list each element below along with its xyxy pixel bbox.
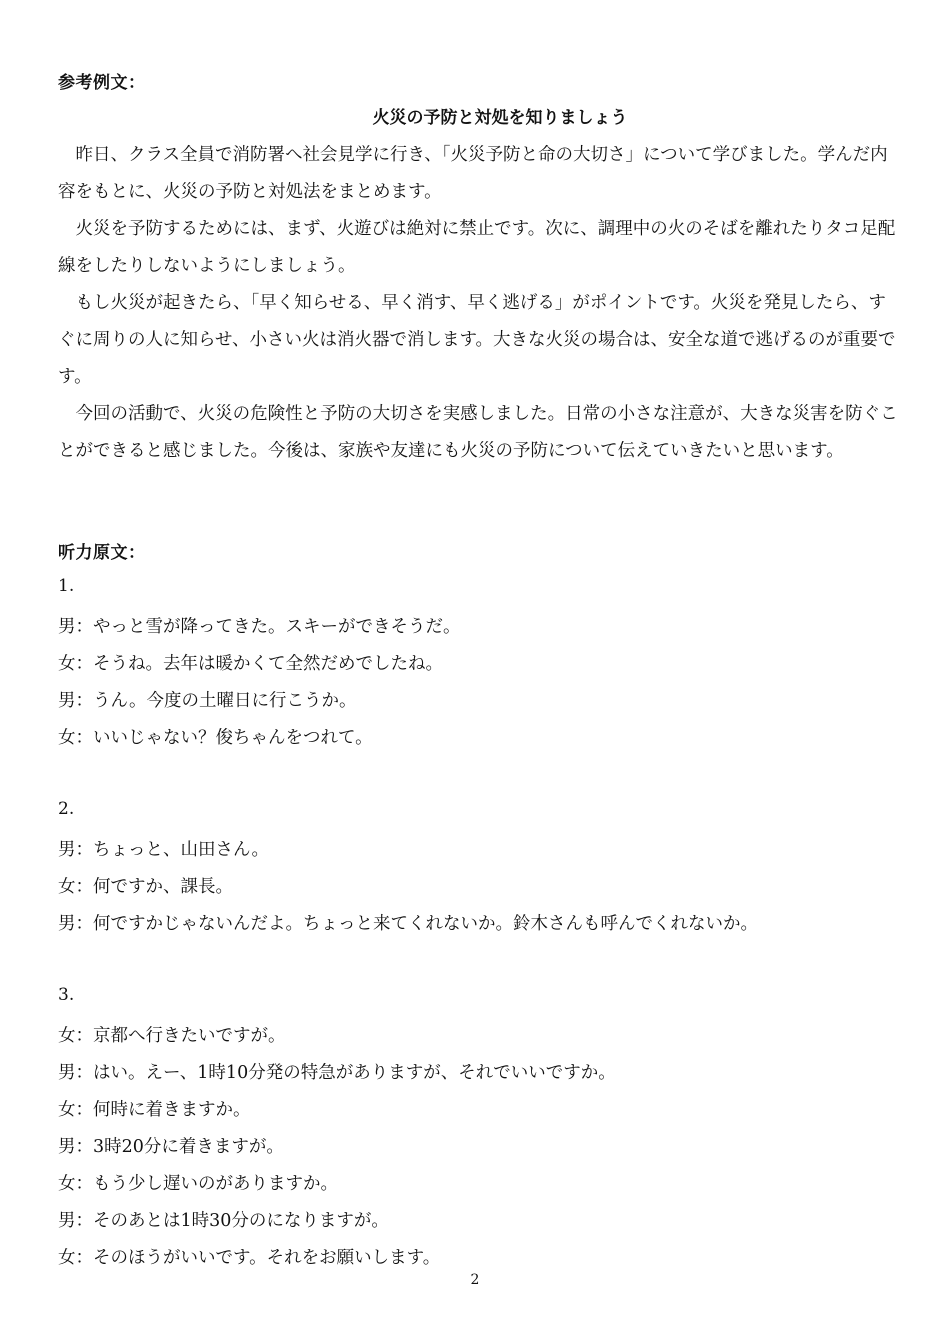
essay-body (58, 137, 898, 470)
dialogue-line: 女：もう少し遅いのがありますか。 (58, 1174, 338, 1194)
dialogue-line: 女：そのほうがいいです。それをお願いします。 (58, 1248, 441, 1268)
dialogue-number: 3. (58, 985, 75, 1005)
essay-paragraph: もし火災が起きたら、「早く知らせる、早く消す、早く逃げる」がポイントです。火災を発見したら、すぐに周りの人に知らせ、小さい火は消火器で消します。大きな火災の場合は、安全な道で逃げるのが重要です。 (58, 293, 896, 387)
dialogue-line: 男：うん。今度の土曜日に行こうか。 (58, 691, 357, 711)
dialogue-line: 男：ちょっと、山田さん。 (58, 840, 270, 860)
essay-heading: 参考例文： (58, 73, 146, 93)
dialogue-line: 男：3時20分に着きますが。 (58, 1137, 284, 1157)
dialogue-number: 1. (58, 576, 75, 596)
dialogue-line: 男：はい。えー、1時10分発の特急がありますが、それでいいですか。 (58, 1063, 616, 1083)
dialogue-line: 女：何ですか、課長。 (58, 877, 233, 897)
page-number: 2 (470, 1272, 480, 1288)
listening-heading: 听力原文： (58, 543, 146, 563)
essay-paragraph: 今回の活動で、火災の危険性と予防の大切さを実感しました。日常の小さな注意が、大きな災害を防ぐことができると感じました。今後は、家族や友達にも火災の予防について伝えていきたいと思います。 (58, 404, 898, 461)
dialogue-line: 女：京都へ行きたいですが。 (58, 1026, 286, 1046)
dialogue-line: 女：そうね。去年は暖かくて全然だめでしたね。 (58, 654, 443, 674)
essay-title: 火災の予防と対処を知りましょう (372, 108, 628, 128)
essay-paragraph: 昨日、クラス全員で消防署へ社会見学に行き、「火災予防と命の大切さ」について学びました。学んだ内容をもとに、火災の予防と対処法をまとめます。 (58, 145, 888, 202)
dialogue-line: 女：いいじゃない？俊ちゃんをつれて。 (58, 728, 373, 748)
dialogue-line: 男：そのあとは1時30分のになりますが。 (58, 1211, 389, 1231)
dialogue-line: 女：何時に着きますか。 (58, 1100, 251, 1120)
dialogue-number: 2. (58, 799, 75, 819)
dialogue-line: 男：やっと雪が降ってきた。スキーができそうだ。 (58, 617, 461, 637)
dialogue-line: 男：何ですかじゃないんだよ。ちょっと来てくれないか。鈴木さんも呼んでくれないか。 (58, 914, 758, 934)
essay-paragraph: 火災を予防するためには、まず、火遊びは絶対に禁止です。次に、調理中の火のそばを離れたりタコ足配線をしたりしないようにしましょう。 (58, 219, 896, 276)
